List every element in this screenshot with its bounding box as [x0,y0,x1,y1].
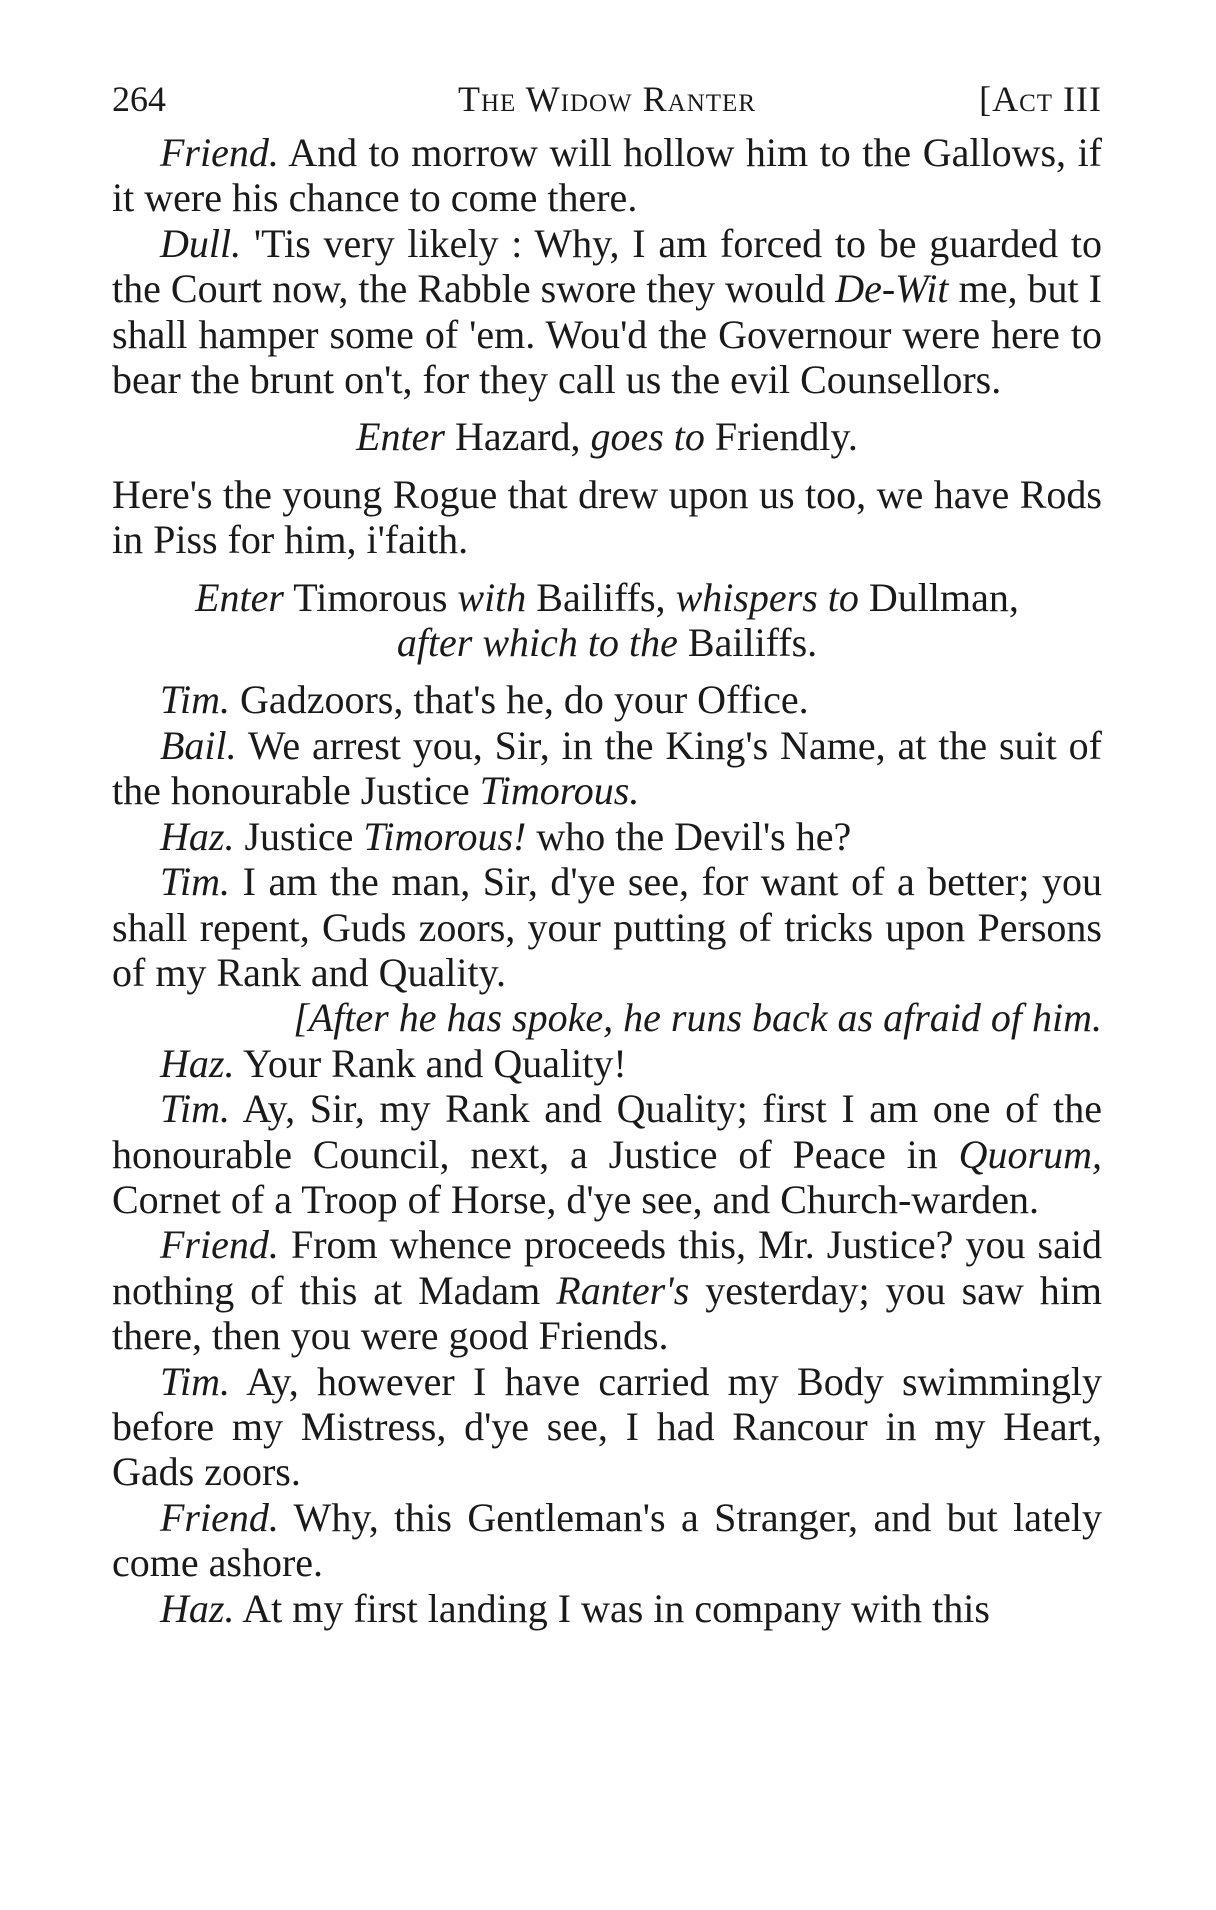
speaker-label: Friend. [160,1222,279,1268]
italic-word: Timorous. [479,768,640,814]
stage-direction-enter-hazard [112,414,1102,459]
speech-text: 'Tis very likely : Why, I am forced to be guarded to the Court now, the Rabble swore they would [112,220,1102,312]
speech-continuation: Here's the young Rogue that drew upon us too, we have Rods in Piss for him, i'faith. [112,471,1102,563]
speech-text: Ay, however I have carried my Body swimmingly before my Mistress, d'ye see, I had Rancour in my Heart, Gads zoors. [112,1358,1102,1495]
sd-name: Dullman, [858,574,1019,620]
sd-word: Enter [356,414,445,460]
speech-tim-2 [112,859,1102,995]
sd-name: Bailiffs. [677,620,818,666]
speech-tim-1 [112,677,1102,722]
speech-text: Gadzoors, that's he, do your Office. [230,677,809,723]
sd-name: Bailiffs, [526,574,676,620]
sd-word: goes to [590,414,705,460]
italic-word: De-Wit [835,266,949,312]
speech-text: Cornet of a Troop of Horse, d'ye see, and Church-warden. [112,1176,1039,1222]
sd-word: after which to the [396,620,678,666]
page-number: 264 [112,79,166,119]
speech-bail [112,723,1102,814]
sd-name: Friendly. [704,414,858,460]
speech-haz-3 [112,1586,1102,1631]
sd-word: whispers to [675,574,859,620]
italic-word: Quorum, [958,1131,1102,1177]
speech-text: I am the man, Sir, d'ye see, for want of a better; you shall repent, Guds zoors, your putting of tricks upon Persons of my Rank and Quality. [112,859,1102,995]
running-title: The Widow Ranter [457,79,756,119]
speech-friend-3 [112,1495,1102,1586]
italic-word: Ranter's [556,1267,690,1313]
speaker-label: Tim. [160,1358,231,1404]
speaker-label: Haz. [160,1585,235,1631]
speaker-label: Bail. [160,722,237,768]
speech-text: We arrest you, Sir, in the King's Name, at the suit of the honourable Justice [112,722,1102,814]
speaker-label: Friend. [160,130,279,175]
sd-name: Hazard, [445,414,591,460]
speech-friend-1 [112,130,1102,221]
speech-text: Your Rank and Quality! [234,1040,627,1086]
speech-dull [112,221,1102,403]
play-text [112,130,1102,1631]
speaker-label: Tim. [160,859,231,905]
speech-haz-2 [112,1041,1102,1086]
stage-direction-runs-back: [After he has spoke, he runs back as afraid of him. [293,995,1102,1041]
speech-tim-4 [112,1359,1102,1495]
speech-text: At my first landing I was in company with this [234,1585,990,1631]
speaker-label: Haz. [160,813,235,859]
italic-word: Timorous! [363,813,527,859]
speech-text: Ay, Sir, my Rank and Quality; first I am one of the honourable Council, next, a Justice of Peace in [112,1086,1102,1177]
speech-text: And to morrow will hollow him to the Gallows, if it were his chance to come there. [112,130,1102,221]
speaker-label: Tim. [160,677,231,723]
speech-friend-2 [112,1222,1102,1358]
stage-direction-enter-timorous [112,575,1102,666]
speaker-label: Haz. [160,1040,235,1086]
act-label: [Act III [979,79,1102,119]
speech-haz-1 [112,814,1102,859]
speech-text: Justice [234,813,364,859]
speech-text: me, but I shall hamper some of 'em. Wou'd the Governour were here to bear the brunt on't, for they call us the evil Counsellors. [112,266,1102,403]
speech-text: From whence proceeds this, Mr. Justice? you said nothing of this at Madam [112,1222,1102,1313]
speaker-label: Tim. [160,1086,231,1132]
speaker-label: Dull. [160,220,242,266]
speech-text: Why, this Gentleman's a Stranger, and but lately come ashore. [112,1494,1102,1586]
speech-text: yesterday; you saw him there, then you were good Friends. [112,1267,1102,1359]
speaker-label: Friend. [160,1494,279,1540]
sd-word: with [457,574,527,620]
sd-word: Enter [195,574,284,620]
running-header [112,78,1102,128]
sd-name: Timorous [283,574,458,620]
speech-tim-3 [112,1086,1102,1222]
speech-text: who the Devil's he? [526,813,852,859]
